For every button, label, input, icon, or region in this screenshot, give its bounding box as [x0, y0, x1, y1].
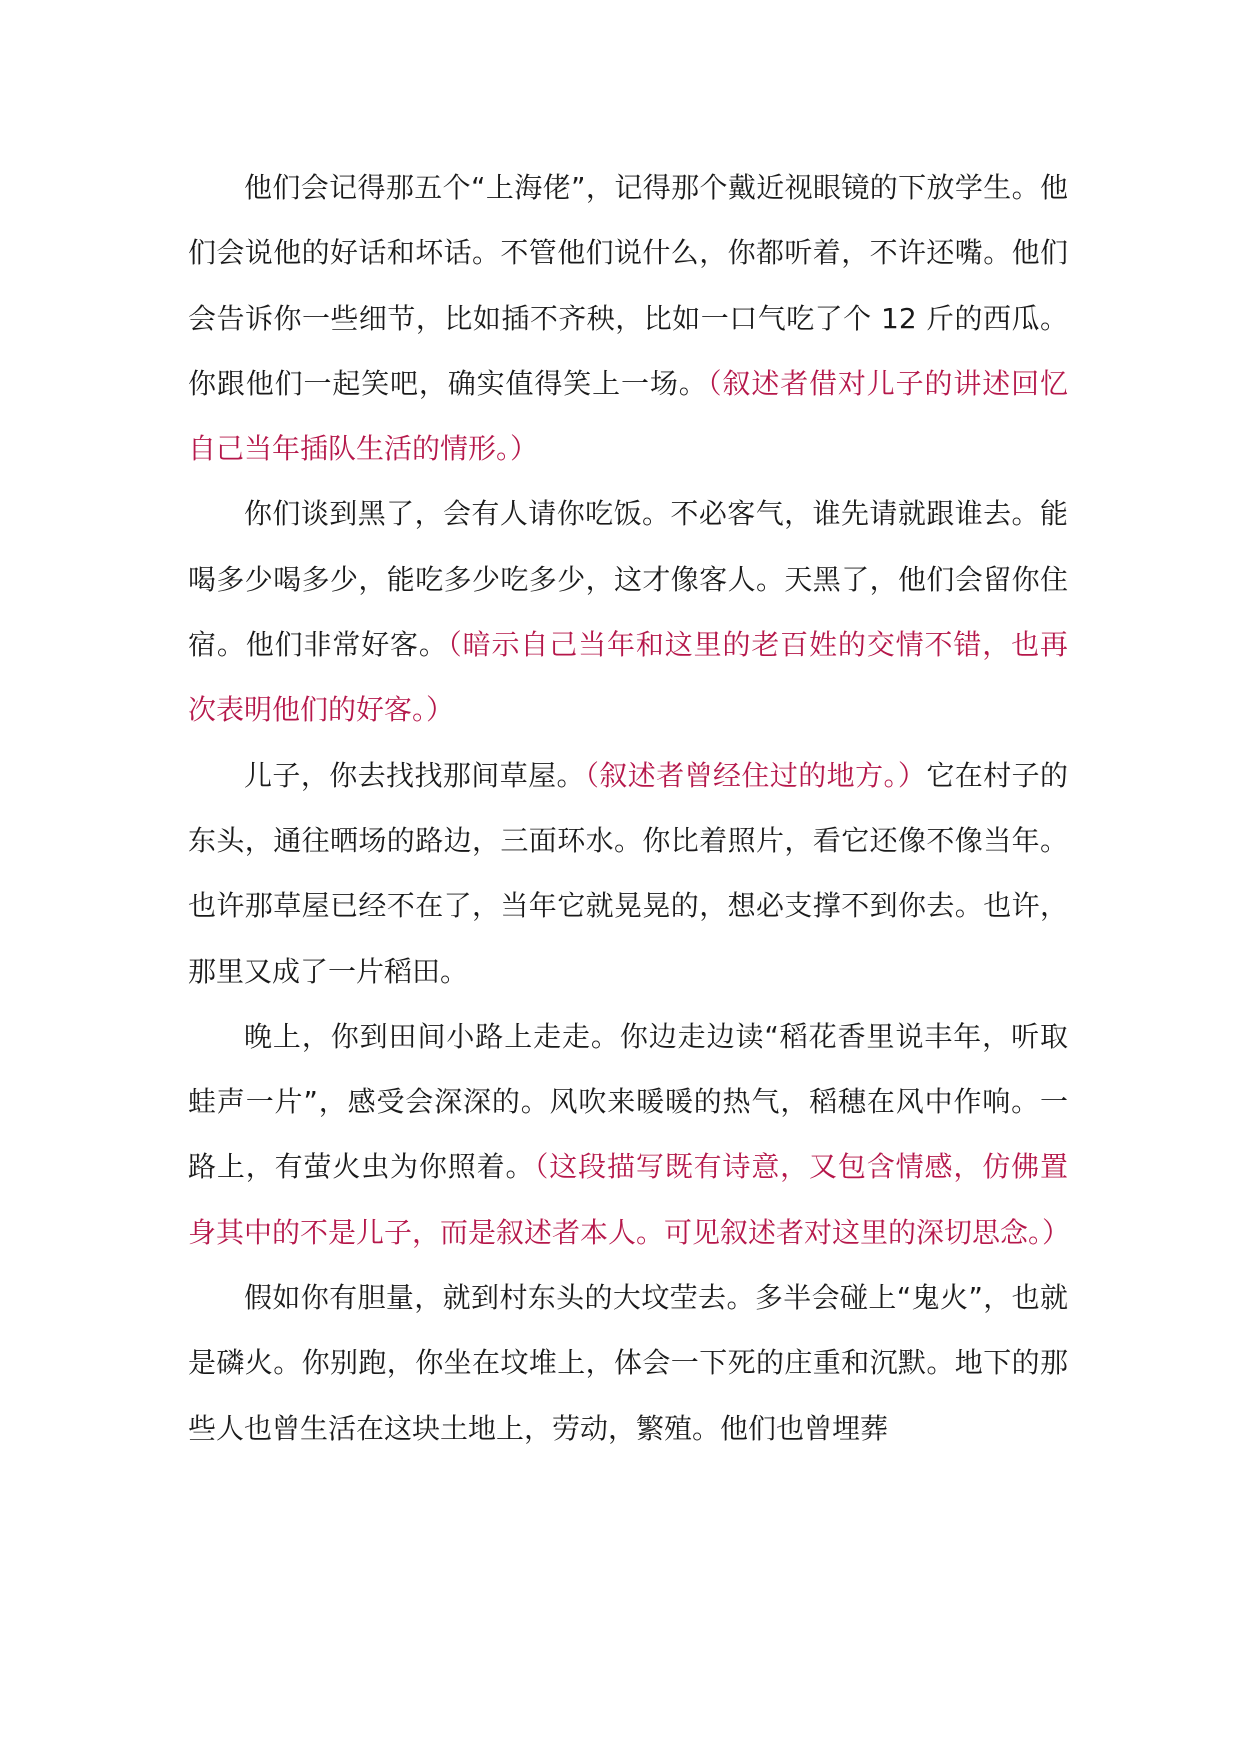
paragraph-2-text: 你们谈到黑了，会有人请你吃饭。不必客气，谁先请就跟谁去。能喝多少喝多少，能吃多少吃多少，这才像客人。天黑了，他们会留你住宿。他们非常好客。 — [188, 497, 1068, 662]
paragraph-2-annotation: （暗示自己当年和这里的老百姓的交情不错，也再次表明他们的好客。） — [188, 628, 1068, 727]
paragraph-4 — [188, 1004, 1071, 1265]
paragraph-5-text: 假如你有胆量，就到村东头的大坟茔去。多半会碰上“鬼火”，也就是磷火。你别跑，你坐在坟堆上，体会一下死的庄重和沉默。地下的那些人也曾生活在这块土地上，劳动，繁殖。他们也曾埋葬 — [188, 1281, 1068, 1445]
document-body — [188, 155, 1071, 1461]
paragraph-1-text: 他们会记得那五个“上海佬”，记得那个戴近视眼镜的下放学生。他们会说他的好话和坏话。不管他们说什么，你都听着，不许还嘴。他们会告诉你一些细节，比如插不齐秧，比如一口气吃了个 12 斤的西瓜。你跟他们一起笑吧，确实值得笑上一场。 — [188, 171, 1068, 400]
paragraph-1-annotation: （叙述者借对儿子的讲述回忆自己当年插队生活的情形。） — [188, 366, 1068, 466]
paragraph-1 — [188, 155, 1068, 481]
paragraph-4-text: 晚上，你到田间小路上走走。你边走边读“稻花香里说丰年，听取蛙声一片”，感受会深深的。风吹来暖暖的热气，稻穗在风中作响。一路上，有萤火虫为你照着。 — [188, 1019, 1068, 1184]
paragraph-3-continuation: 它在村子的东头，通往晒场的路边，三面环水。你比着照片，看它还像不像当年。也许那草屋已经不在了，当年它就晃晃的，想必支撑不到你去。也许，那里又成了一片稻田。 — [188, 758, 1068, 988]
paragraph-5 — [188, 1265, 1068, 1461]
paragraph-3 — [188, 743, 1068, 1004]
paragraph-2 — [188, 481, 1068, 742]
paragraph-3-annotation: （叙述者曾经住过的地方。） — [584, 758, 927, 792]
paragraph-3-text: 儿子，你去找找那间草屋。 — [244, 758, 585, 792]
paragraph-4-annotation: （这段描写既有诗意，又包含情感，仿佛置身其中的不是儿子，而是叙述者本人。可见叙述者对这里的深切思念。） — [188, 1150, 1071, 1249]
